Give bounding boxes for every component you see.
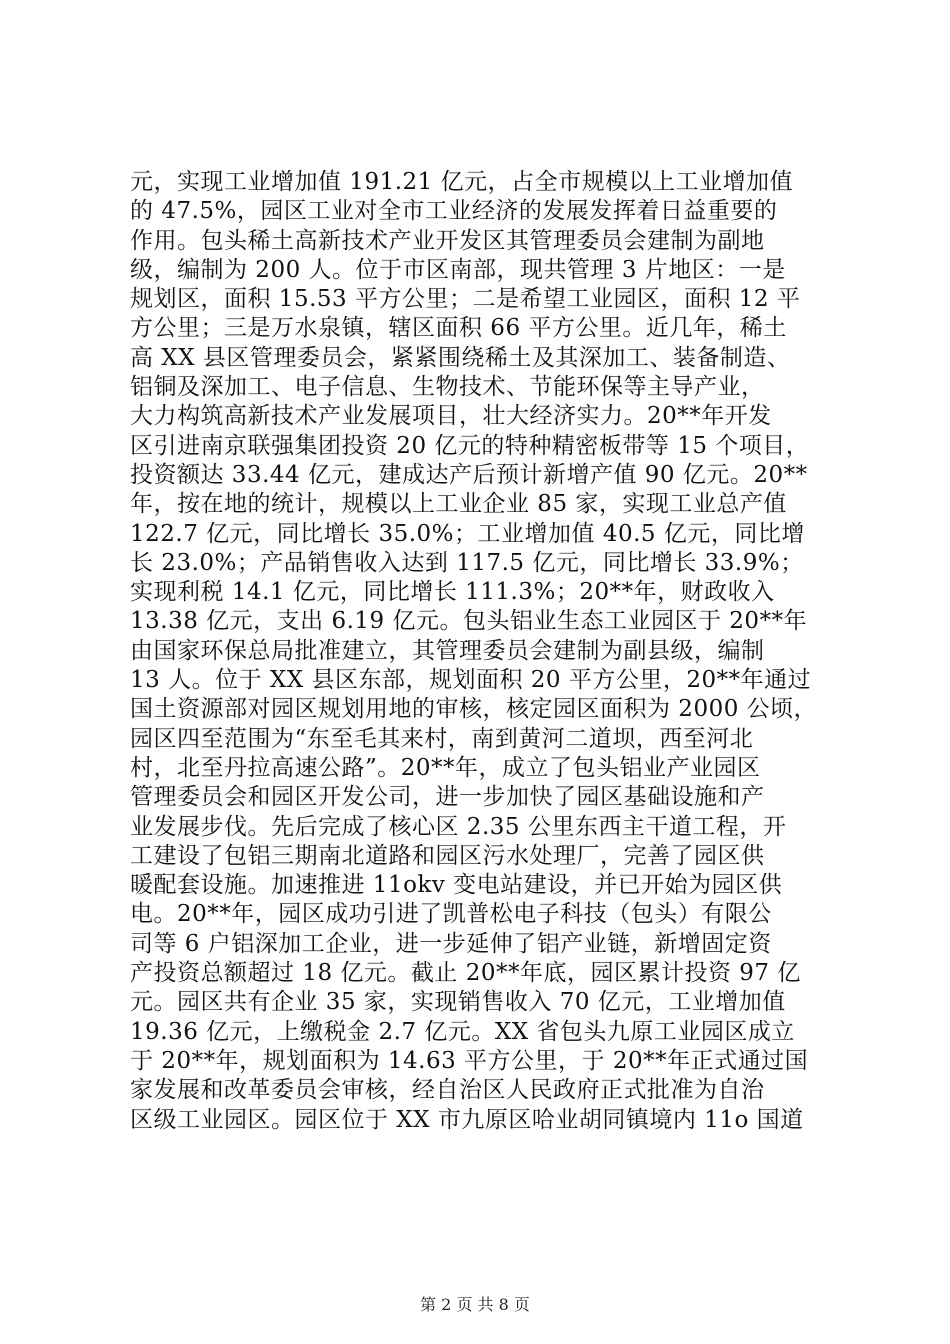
text-line: 于 20**年，规划面积为 14.63 平方公里，于 20**年正式通过国 [130,1047,809,1074]
text-line: 实现利税 14.1 亿元，同比增长 111.3%；20**年，财政收入 [130,579,775,606]
text-line: 元。园区共有企业 35 家，实现销售收入 70 亿元，工业增加值 [130,989,786,1016]
text-line: 方公里；三是万水泉镇，辖区面积 66 平方公里。近几年，稀土 [130,315,787,342]
text-line: 长 23.0%；产品销售收入达到 117.5 亿元，同比增长 33.9%； [130,549,804,576]
text-line: 管理委员会和园区开发公司，进一步加快了园区基础设施和产 [130,784,765,811]
text-line: 村，北至丹拉高速公路”。20**年，成立了包头铝业产业园区 [130,754,761,781]
page-number-footer: 第 2 页 共 8 页 [420,1295,530,1314]
text-line: 高 XX 县区管理委员会，紧紧围绕稀土及其深加工、装备制造、 [130,344,791,371]
text-line: 级，编制为 200 人。位于市区南部，现共管理 3 片地区：一是 [130,256,786,283]
text-line: 122.7 亿元，同比增长 35.0%；工业增加值 40.5 亿元，同比增 [130,520,805,547]
text-line: 大力构筑高新技术产业发展项目，壮大经济实力。20**年开发 [130,403,772,430]
text-line: 家发展和改革委员会审核，经自治区人民政府正式批准为自治 [130,1077,765,1104]
text-line: 产投资总额超过 18 亿元。截止 20**年底，园区累计投资 97 亿 [130,960,801,987]
text-line: 暖配套设施。加速推进 11okv 变电站建设，并已开始为园区供 [130,872,783,899]
text-line: 年，按在地的统计，规模以上工业企业 85 家，实现工业总产值 [130,491,787,518]
text-line: 19.36 亿元，上缴税金 2.7 亿元。XX 省包头九原工业园区成立 [130,1018,795,1045]
text-line: 作用。包头稀土高新技术产业开发区其管理委员会建制为副地 [130,227,765,254]
text-line: 国土资源部对园区规划用地的审核，核定园区面积为 2000 公顷， [130,696,818,723]
body-paragraph [130,168,830,1135]
text-line: 由国家环保总局批准建立，其管理委员会建制为副县级，编制 [130,637,765,664]
text-line: 司等 6 户铝深加工企业，进一步延伸了铝产业链，新增固定资 [130,930,772,957]
text-line: 13.38 亿元，支出 6.19 亿元。包头铝业生态工业园区于 20**年 [130,608,808,635]
text-line: 铝铜及深加工、电子信息、生物技术、节能环保等主导产业， [130,374,765,401]
text-line: 电。20**年，园区成功引进了凯普松电子科技（包头）有限公 [130,901,772,928]
text-line: 13 人。位于 XX 县区东部，规划面积 20 平方公里，20**年通过 [130,667,812,694]
text-line: 区引进南京联强集团投资 20 亿元的特种精密板带等 15 个项目， [130,432,810,459]
text-line: 投资额达 33.44 亿元，建成达产后预计新增产值 90 亿元。20** [130,461,808,488]
text-line: 元，实现工业增加值 191.21 亿元，占全市规模以上工业增加值 [130,169,794,195]
text-line: 规划区，面积 15.53 平方公里；二是希望工业园区，面积 12 平 [130,286,801,313]
text-line: 的 47.5%，园区工业对全市工业经济的发展发挥着日益重要的 [130,198,778,225]
text-line: 区级工业园区。园区位于 XX 市九原区哈业胡同镇境内 11o 国道 [130,1106,804,1133]
text-line: 业发展步伐。先后完成了核心区 2.35 公里东西主干道工程，开 [130,813,787,840]
text-line: 工建设了包铝三期南北道路和园区污水处理厂，完善了园区供 [130,842,765,869]
text-line: 园区四至范围为“东至毛其来村，南到黄河二道坝，西至河北 [130,725,754,752]
